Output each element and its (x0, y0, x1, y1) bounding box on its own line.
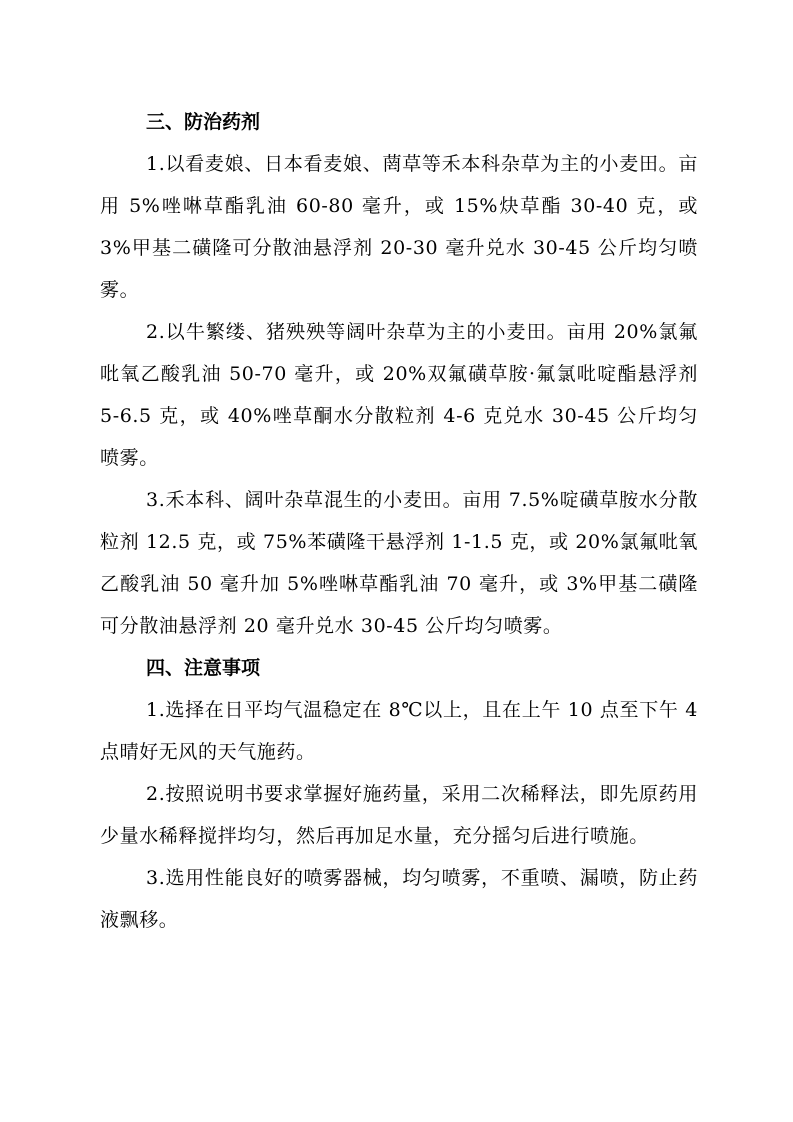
section-heading-precautions: 四、注意事项 (146, 657, 261, 679)
section-heading-control-agents: 三、防治药剂 (146, 111, 261, 133)
document-body (100, 101, 698, 941)
paragraph-grass-weeds: 1.以看麦娘、日本看麦娘、菵草等禾本科杂草为主的小麦田。亩用 5%唑啉草酯乳油 60-80 毫升，或 15%炔草酯 30-40 克，或 3%甲基二磺隆可分散油悬浮剂 20-30 毫升兑水 30-45 公斤均匀喷雾。 (100, 153, 698, 301)
paragraph-dosage: 2.按照说明书要求掌握好施药量，采用二次稀释法，即先原药用少量水稀释搅拌均匀，然后再加足水量，充分摇匀后进行喷施。 (100, 783, 698, 847)
paragraph-timing: 1.选择在日平均气温稳定在 8℃以上，且在上午 10 点至下午 4 点晴好无风的天气施药。 (100, 699, 698, 763)
paragraph-broadleaf-weeds: 2.以牛繁缕、猪殃殃等阔叶杂草为主的小麦田。亩用 20%氯氟吡氧乙酸乳油 50-70 毫升，或 20%双氟磺草胺·氟氯吡啶酯悬浮剂 5-6.5 克，或 40%唑草酮水分散粒剂 4-6 克兑水 30-45 公斤均匀喷雾。 (100, 321, 698, 469)
paragraph-mixed-weeds: 3.禾本科、阔叶杂草混生的小麦田。亩用 7.5%啶磺草胺水分散粒剂 12.5 克，或 75%苯磺隆干悬浮剂 1-1.5 克，或 20%氯氟吡氧乙酸乳油 50 毫升加 5%唑啉草酯乳油 70 毫升，或 3%甲基二磺隆可分散油悬浮剂 20 毫升兑水 30-45 公斤均匀喷雾。 (100, 489, 698, 637)
paragraph-equipment: 3.选用性能良好的喷雾器械，均匀喷雾，不重喷、漏喷，防止药液飘移。 (100, 867, 698, 931)
